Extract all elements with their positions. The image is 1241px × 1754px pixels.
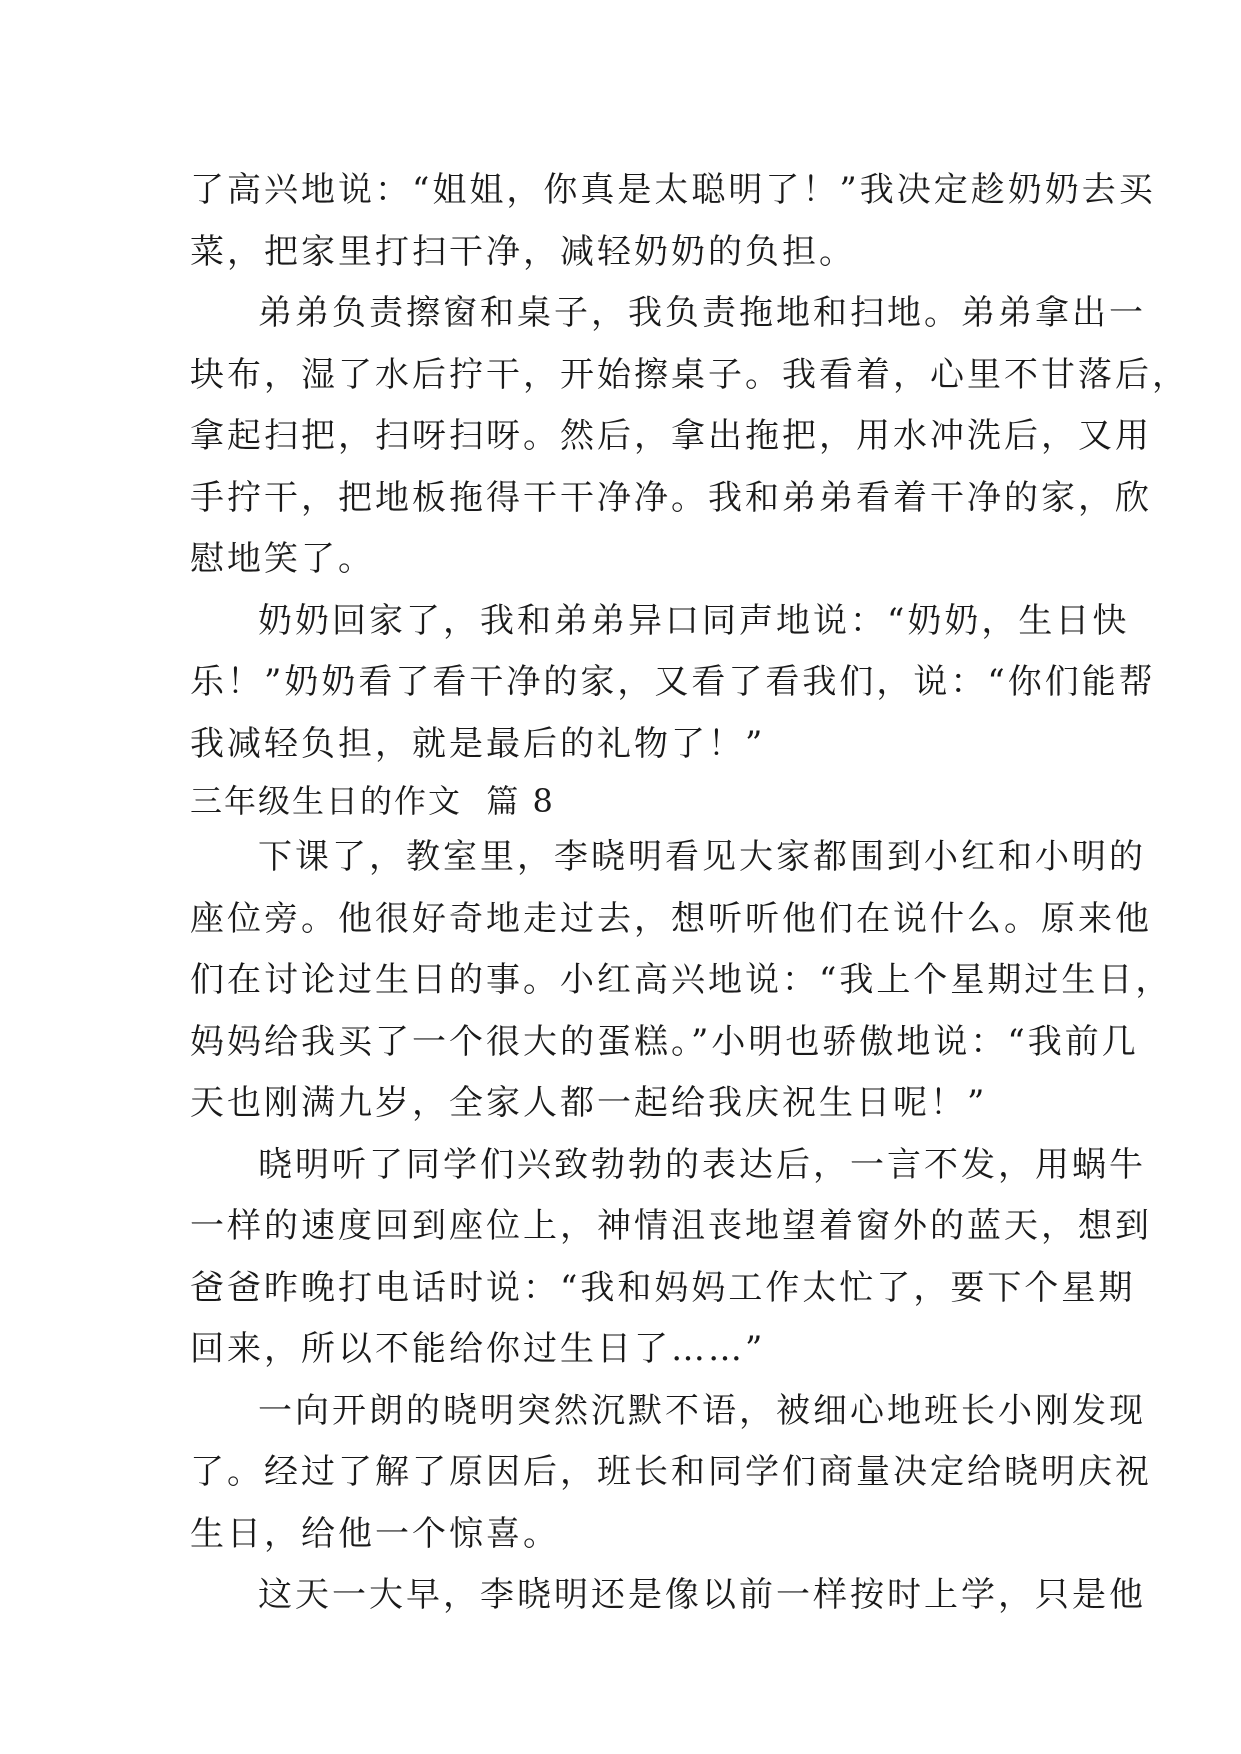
text-line: 妈妈给我买了一个很大的蛋糕。”小明也骄傲地说：“我前几 [190, 1021, 1139, 1062]
paragraph [190, 283, 1189, 591]
paragraphs-after [190, 827, 1173, 1627]
text-line: 我减轻负担，就是最后的礼物了！” [190, 723, 766, 764]
text-line: 们在讨论过生日的事。小红高兴地说：“我上个星期过生日， [190, 960, 1173, 1000]
text-line: 弟弟负责擦窗和桌子，我负责拖地和扫地。弟弟拿出一 [258, 293, 1146, 333]
paragraph [190, 827, 1173, 1135]
text-line: 块布，湿了水后拧干，开始擦桌子。我看着，心里不甘落后， [190, 354, 1189, 395]
text-line: 了高兴地说：“姐姐，你真是太聪明了！”我决定趁奶奶去买 [190, 170, 1156, 210]
text-line: 乐！”奶奶看了看干净的家，又看了看我们，说：“你们能帮 [190, 662, 1156, 702]
text-line: 这天一大早，李晓明还是像以前一样按时上学，只是他 [258, 1575, 1146, 1615]
document-page [190, 160, 1189, 1627]
text-line: 座位旁。他很好奇地走过去，想听听他们在说什么。原来他 [190, 898, 1152, 939]
text-line: 一向开朗的晓明突然沉默不语，被细心地班长小刚发现 [258, 1390, 1146, 1431]
paragraph [190, 1135, 1152, 1381]
text-line: 菜，把家里打扫干净，减轻奶奶的负担。 [190, 231, 856, 272]
text-line: 奶奶回家了，我和弟弟异口同声地说：“奶奶，生日快 [258, 600, 1130, 641]
text-line: 手拧干，把地板拖得干干净净。我和弟弟看着干净的家，欣 [190, 477, 1152, 518]
text-line: 天也刚满九岁，全家人都一起给我庆祝生日呢！” [190, 1083, 988, 1123]
paragraphs-before [190, 160, 1189, 775]
paragraph [190, 160, 1156, 283]
text-line: 晓明听了同学们兴致勃勃的表达后，一言不发，用蜗牛 [258, 1144, 1146, 1185]
text-line: 了。经过了解了原因后，班长和同学们商量决定给晓明庆祝 [190, 1452, 1152, 1492]
text-line: 慰地笑了。 [190, 539, 375, 579]
paragraph [190, 1565, 1146, 1627]
section-heading: 三年级生日的作文 篇 8 [190, 782, 555, 820]
paragraph [190, 591, 1156, 776]
text-line: 拿起扫把，扫呀扫呀。然后，拿出拖把，用水冲洗后，又用 [190, 416, 1152, 456]
paragraph [190, 1381, 1152, 1566]
text-line: 一样的速度回到座位上，神情沮丧地望着窗外的蓝天，想到 [190, 1206, 1152, 1246]
text-line: 回来，所以不能给你过生日了……” [190, 1329, 766, 1369]
text-line: 下课了，教室里，李晓明看见大家都围到小红和小明的 [258, 837, 1146, 877]
text-line: 爸爸昨晚打电话时说：“我和妈妈工作太忙了，要下个星期 [190, 1267, 1136, 1308]
text-line: 生日，给他一个惊喜。 [190, 1513, 560, 1554]
